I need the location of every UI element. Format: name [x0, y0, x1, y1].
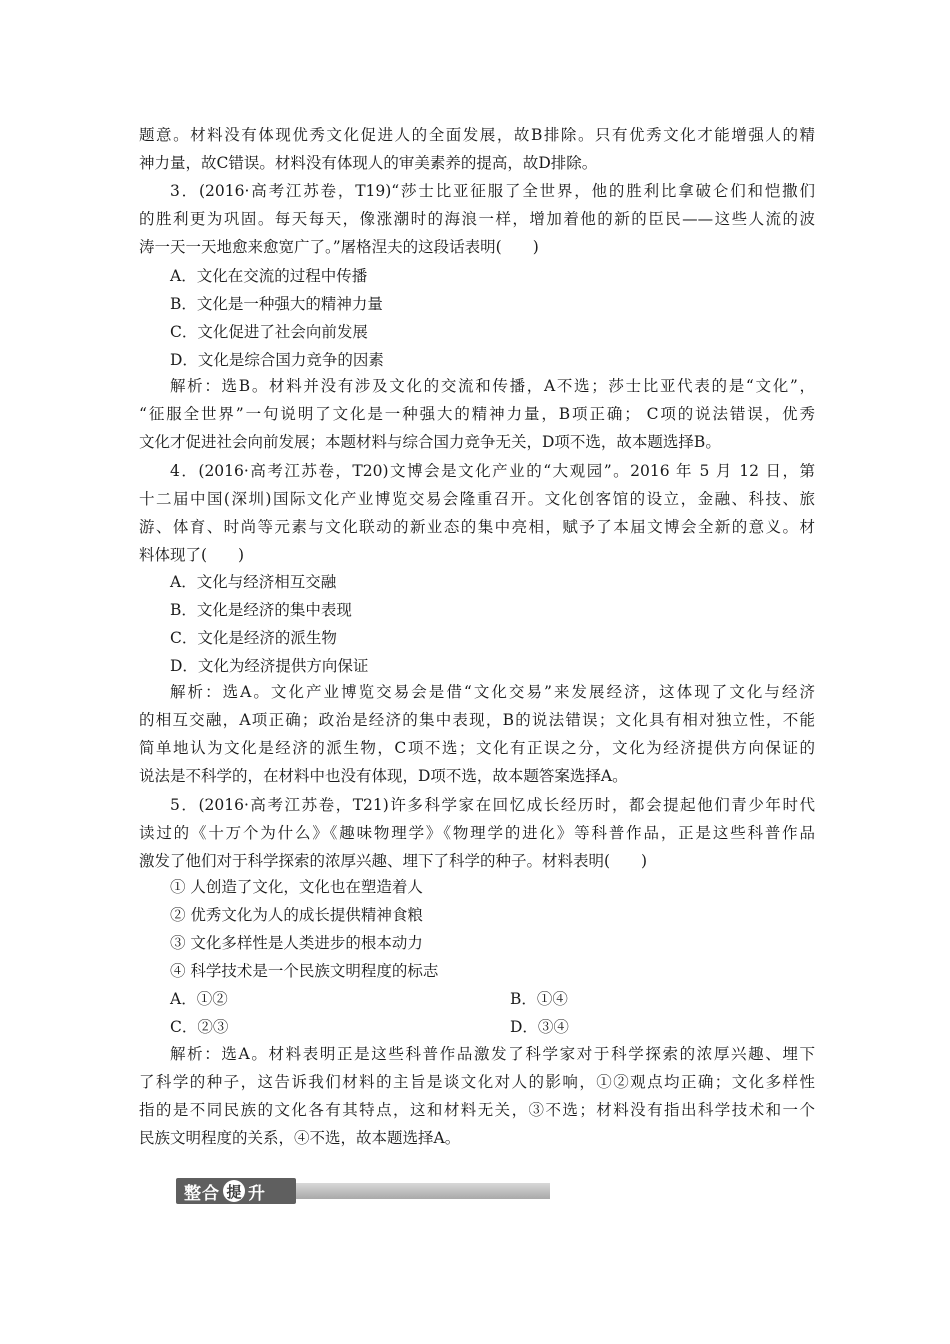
analysis-4: 解析：选A。文化产业博览交易会是借“文化交易”来发展经济，这体现了文化与经济 — [170, 683, 815, 701]
text-line: 激发了他们对于科学探索的浓厚兴趣、埋下了科学的种子。材料表明( ) — [139, 852, 648, 870]
text-line: 读过的《十万个为什么》《趣味物理学》《物理学的进化》等科普作品，正是这些科普作品 — [139, 824, 815, 842]
statement-3: ③ 文化多样性是人类进步的根本动力 — [170, 934, 423, 952]
option-d: D．③④ — [510, 1018, 569, 1036]
banner-char: 升 — [248, 1183, 266, 1204]
option-d: D．文化为经济提供方向保证 — [170, 657, 369, 675]
question-3-stem: 3．(2016·高考江苏卷，T19)“莎士比亚征服了全世界，他的胜利比拿破仑们和恺撒们 — [170, 182, 815, 200]
analysis-5: 解析：选A。材料表明正是这些科普作品激发了科学家对于科学探索的浓厚兴趣、埋下 — [170, 1045, 815, 1063]
banner-highlight-char: 提 — [223, 1180, 245, 1202]
option-a: A．文化与经济相互交融 — [170, 573, 337, 591]
text-line: 游、体育、时尚等元素与文化联动的新业态的集中亮相，赋予了本届文博会全新的意义。材 — [139, 518, 815, 536]
text-line: 料体现了( ) — [139, 546, 245, 564]
option-c: C．②③ — [170, 1018, 229, 1036]
text-line: 说法是不科学的，在材料中也没有体现，D项不选，故本题答案选择A。 — [139, 767, 628, 785]
statement-1: ① 人创造了文化，文化也在塑造着人 — [170, 878, 423, 896]
text-line: 文化才促进社会向前发展；本题材料与综合国力竞争无关，D项不选，故本题选择B。 — [139, 433, 721, 451]
text-line: 的胜利更为巩固。每天每天，像涨潮时的海浪一样，增加着他的新的臣民——这些人流的波 — [139, 210, 815, 228]
text-line: 指的是不同民族的文化各有其特点，这和材料无关，③不选；材料没有指出科学技术和一个 — [139, 1101, 815, 1119]
option-d: D．文化是综合国力竞争的因素 — [170, 351, 384, 369]
text-line: 涛一天一天地愈来愈宽广了。”屠格涅夫的这段话表明( ) — [139, 238, 539, 256]
text-line: “征服全世界”一句说明了文化是一种强大的精神力量，B项正确； C项的说法错误，优秀 — [139, 405, 815, 423]
question-5-stem: 5．(2016·高考江苏卷，T21)许多科学家在回忆成长经历时，都会提起他们青少年时代 — [170, 796, 815, 814]
analysis-3: 解析：选B。材料并没有涉及文化的交流和传播，A不选；莎士比亚代表的是“文化”， — [170, 377, 815, 395]
text-line: 民族文明程度的关系，④不选，故本题选择A。 — [139, 1129, 461, 1147]
text-line: 的相互交融，A项正确；政治是经济的集中表现，B的说法错误；文化具有相对独立性，不能 — [139, 711, 815, 729]
option-a: A．①② — [170, 990, 228, 1008]
statement-4: ④ 科学技术是一个民族文明程度的标志 — [170, 962, 439, 980]
question-4-stem: 4．(2016·高考江苏卷，T20)文博会是文化产业的“大观园”。2016 年 5 月 12 日，第 — [170, 462, 815, 480]
banner-char: 合 — [202, 1183, 220, 1204]
text-line: 题意。材料没有体现优秀文化促进人的全面发展，故B排除。只有优秀文化才能增强人的精 — [139, 126, 815, 144]
text-line: 神力量，故C错误。材料没有体现人的审美素养的提高，故D排除。 — [139, 154, 598, 172]
option-b: B．①④ — [510, 990, 568, 1008]
banner-char: 整 — [184, 1183, 202, 1204]
option-b: B．文化是一种强大的精神力量 — [170, 295, 383, 313]
section-banner — [176, 1178, 550, 1204]
option-c: C．文化促进了社会向前发展 — [170, 323, 368, 341]
banner-label — [176, 1178, 296, 1204]
statement-2: ② 优秀文化为人的成长提供精神食粮 — [170, 906, 423, 924]
option-b: B．文化是经济的集中表现 — [170, 601, 352, 619]
text-line: 了科学的种子，这告诉我们材料的主旨是谈文化对人的影响，①②观点均正确；文化多样性 — [139, 1073, 815, 1091]
text-line: 十二届中国(深圳)国际文化产业博览交易会隆重召开。文化创客馆的设立，金融、科技、旅 — [139, 490, 815, 508]
option-c: C．文化是经济的派生物 — [170, 629, 337, 647]
text-line: 简单地认为文化是经济的派生物，C项不选；文化有正误之分，文化为经济提供方向保证的 — [139, 739, 815, 757]
option-a: A．文化在交流的过程中传播 — [170, 267, 368, 285]
